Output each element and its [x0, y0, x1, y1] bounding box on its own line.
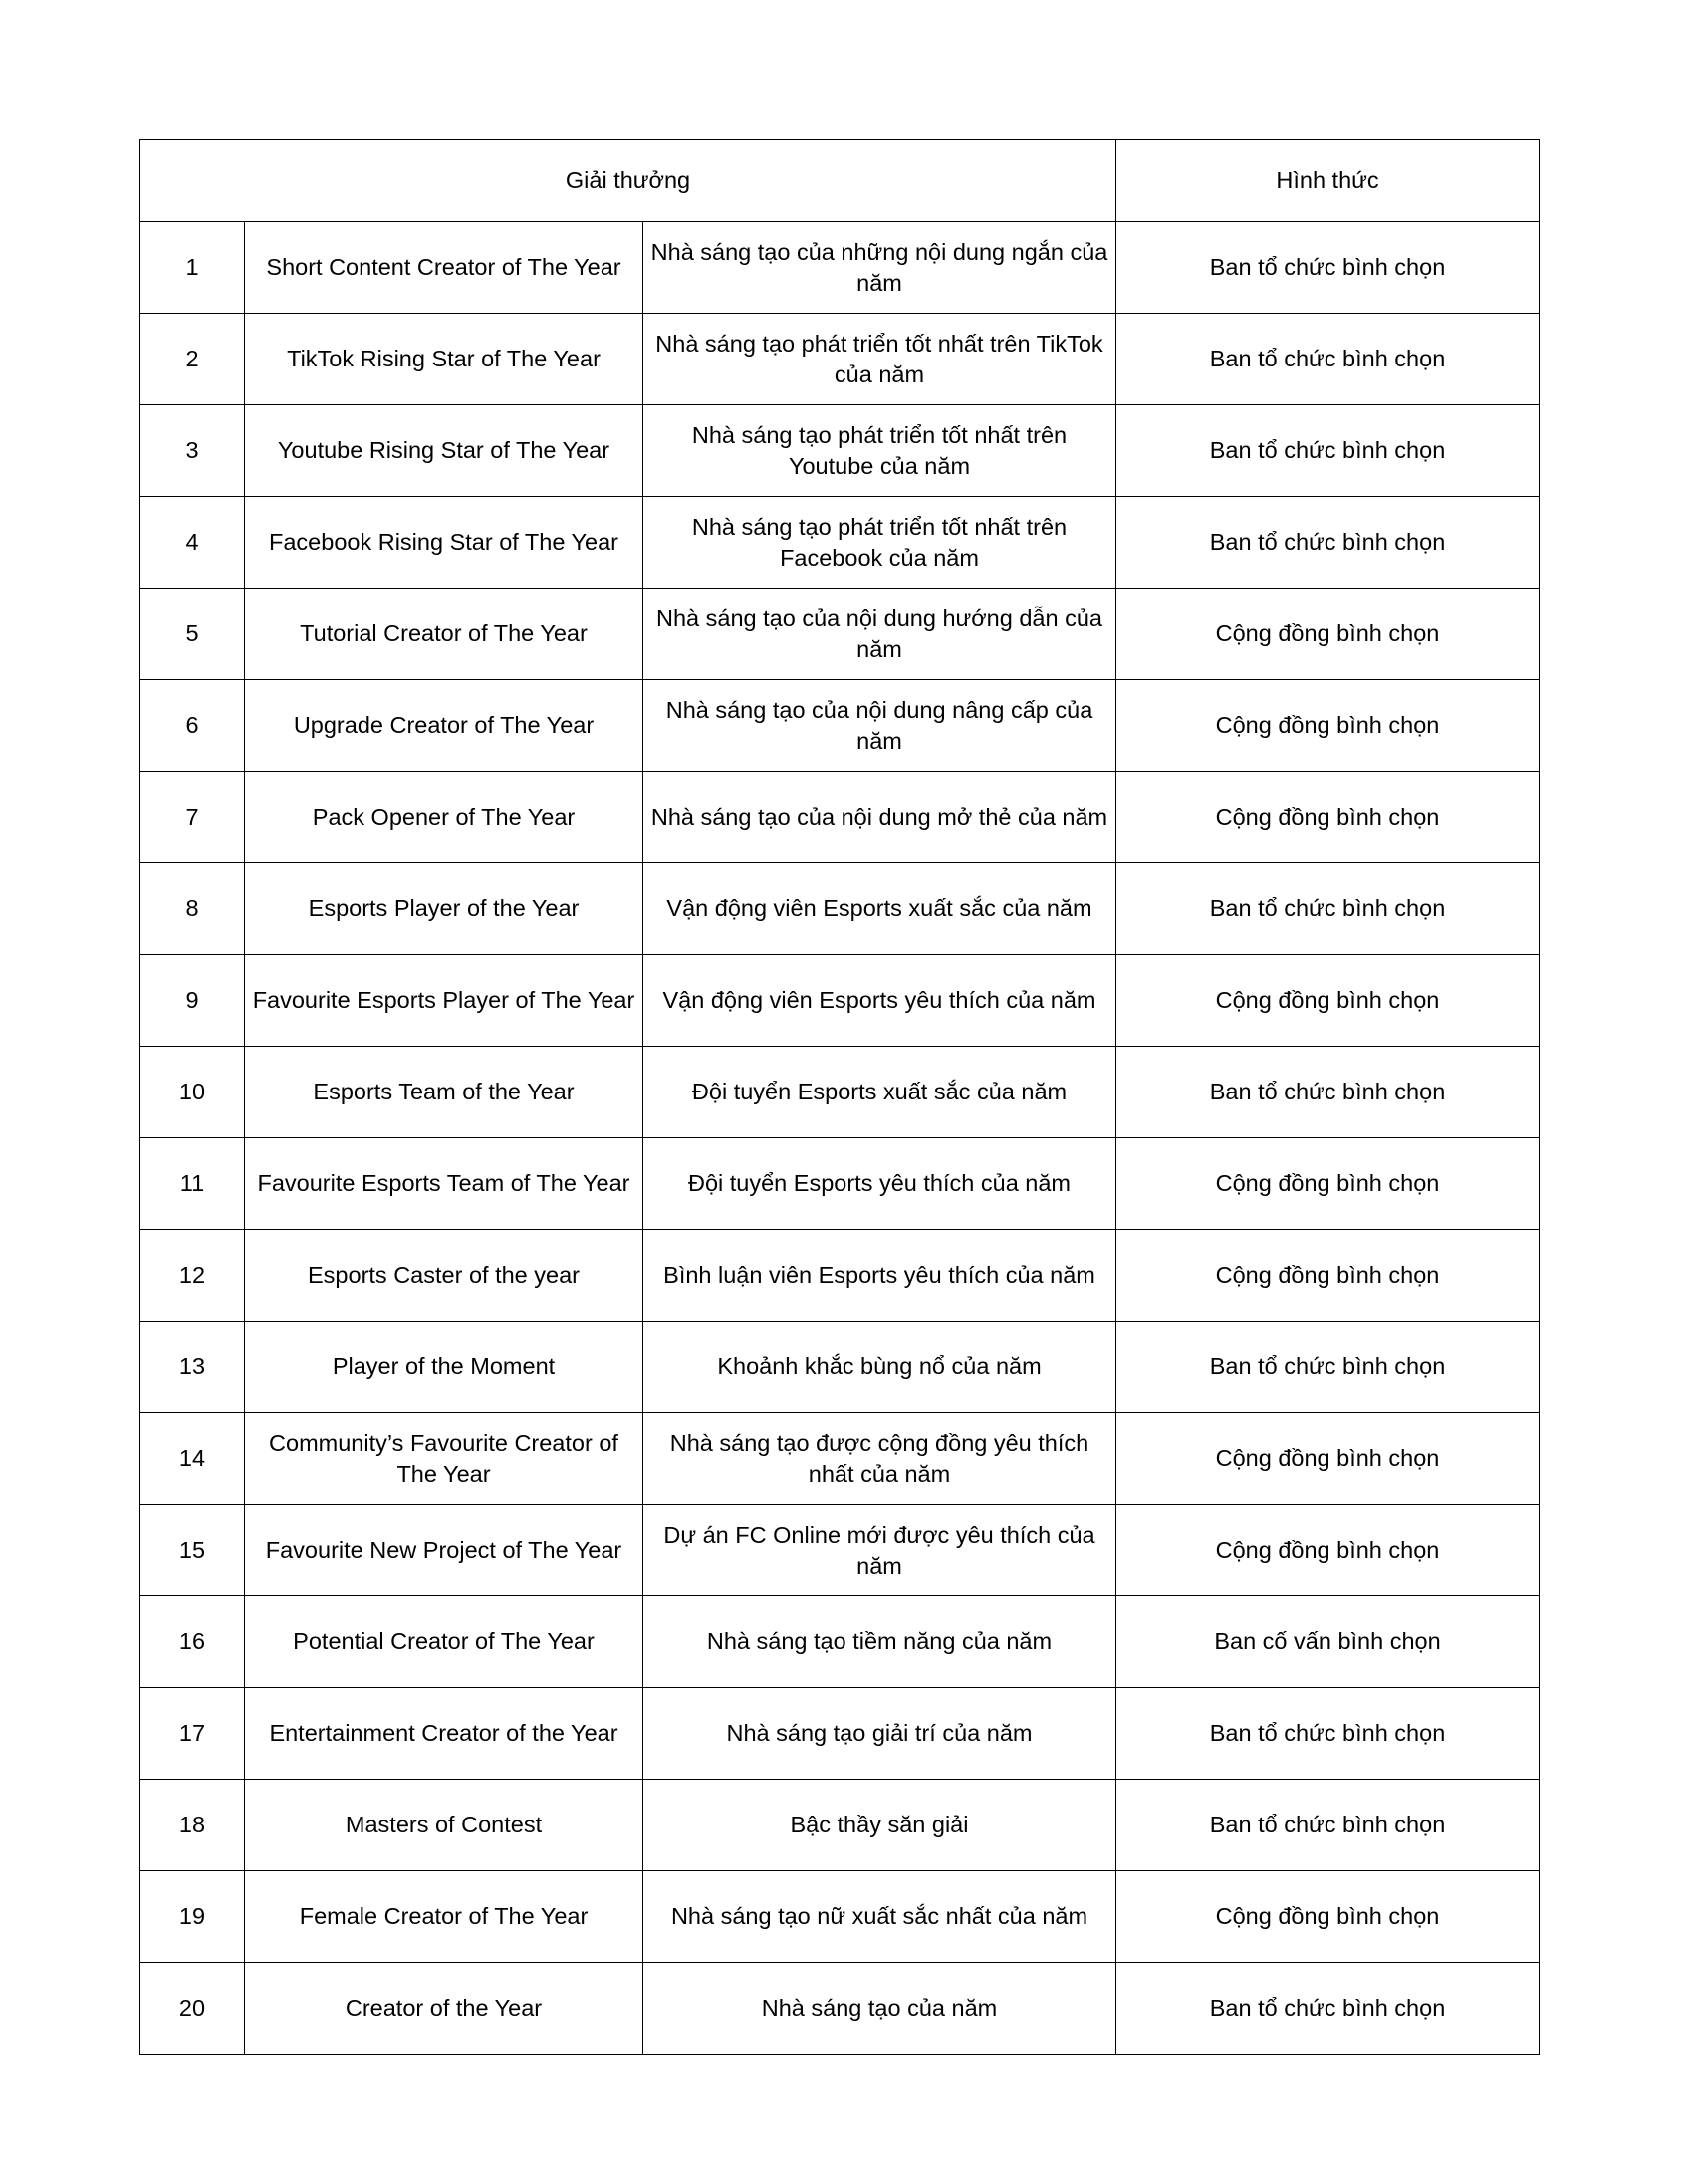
row-index-cell: 2 — [140, 314, 245, 405]
table-row — [140, 1963, 1540, 2055]
row-index-cell: 12 — [140, 1230, 245, 1322]
row-index-cell: 4 — [140, 497, 245, 589]
row-index-cell: 5 — [140, 589, 245, 680]
award-description-cell: Nhà sáng tạo nữ xuất sắc nhất của năm — [643, 1871, 1116, 1963]
award-description-cell: Bình luận viên Esports yêu thích của năm — [643, 1230, 1116, 1322]
award-name-cell: Tutorial Creator of The Year — [245, 589, 643, 680]
table-row — [140, 1138, 1540, 1230]
table-row — [140, 863, 1540, 955]
award-description-cell: Nhà sáng tạo của nội dung mở thẻ của năm — [643, 772, 1116, 863]
row-index-cell: 1 — [140, 222, 245, 314]
row-index-cell: 9 — [140, 955, 245, 1047]
column-header-format: Hình thức — [1116, 140, 1540, 222]
row-index-cell: 15 — [140, 1505, 245, 1596]
award-name-cell: Masters of Contest — [245, 1780, 643, 1871]
voting-format-cell: Cộng đồng bình chọn — [1116, 1138, 1540, 1230]
award-description-cell: Dự án FC Online mới được yêu thích của năm — [643, 1505, 1116, 1596]
award-description-cell: Nhà sáng tạo tiềm năng của năm — [643, 1596, 1116, 1688]
award-description-cell: Nhà sáng tạo phát triển tốt nhất trên TikTok của năm — [643, 314, 1116, 405]
row-index-cell: 10 — [140, 1047, 245, 1138]
table-row — [140, 680, 1540, 772]
award-name-cell: Facebook Rising Star of The Year — [245, 497, 643, 589]
table-row — [140, 772, 1540, 863]
award-description-cell: Đội tuyển Esports xuất sắc của năm — [643, 1047, 1116, 1138]
table-row — [140, 405, 1540, 497]
voting-format-cell: Ban tổ chức bình chọn — [1116, 1963, 1540, 2055]
award-name-cell: Favourite Esports Player of The Year — [245, 955, 643, 1047]
row-index-cell: 3 — [140, 405, 245, 497]
row-index-cell: 11 — [140, 1138, 245, 1230]
table-row — [140, 955, 1540, 1047]
table-row — [140, 1688, 1540, 1780]
award-description-cell: Nhà sáng tạo giải trí của năm — [643, 1688, 1116, 1780]
table-row — [140, 1413, 1540, 1505]
table-header-row — [140, 140, 1540, 222]
table-row — [140, 589, 1540, 680]
award-description-cell: Vận động viên Esports yêu thích của năm — [643, 955, 1116, 1047]
table-row — [140, 1322, 1540, 1413]
award-description-cell: Nhà sáng tạo của năm — [643, 1963, 1116, 2055]
table-row — [140, 1596, 1540, 1688]
award-name-cell: Entertainment Creator of the Year — [245, 1688, 643, 1780]
award-description-cell: Nhà sáng tạo được cộng đồng yêu thích nhất của năm — [643, 1413, 1116, 1505]
voting-format-cell: Ban tổ chức bình chọn — [1116, 1047, 1540, 1138]
award-name-cell: Potential Creator of The Year — [245, 1596, 643, 1688]
award-description-cell: Nhà sáng tạo của nội dung hướng dẫn của năm — [643, 589, 1116, 680]
award-description-cell: Nhà sáng tạo của những nội dung ngắn của năm — [643, 222, 1116, 314]
voting-format-cell: Cộng đồng bình chọn — [1116, 955, 1540, 1047]
awards-table-body — [140, 140, 1540, 2055]
voting-format-cell: Cộng đồng bình chọn — [1116, 1871, 1540, 1963]
row-index-cell: 13 — [140, 1322, 245, 1413]
table-row — [140, 1505, 1540, 1596]
award-name-cell: Community’s Favourite Creator of The Year — [245, 1413, 643, 1505]
award-name-cell: Player of the Moment — [245, 1322, 643, 1413]
voting-format-cell: Ban tổ chức bình chọn — [1116, 863, 1540, 955]
row-index-cell: 19 — [140, 1871, 245, 1963]
voting-format-cell: Ban tổ chức bình chọn — [1116, 497, 1540, 589]
award-name-cell: Esports Player of the Year — [245, 863, 643, 955]
award-name-cell: Youtube Rising Star of The Year — [245, 405, 643, 497]
award-name-cell: Favourite New Project of The Year — [245, 1505, 643, 1596]
voting-format-cell: Cộng đồng bình chọn — [1116, 589, 1540, 680]
table-row — [140, 1230, 1540, 1322]
award-name-cell: Esports Team of the Year — [245, 1047, 643, 1138]
voting-format-cell: Cộng đồng bình chọn — [1116, 1505, 1540, 1596]
voting-format-cell: Ban tổ chức bình chọn — [1116, 1780, 1540, 1871]
award-name-cell: Esports Caster of the year — [245, 1230, 643, 1322]
table-row — [140, 314, 1540, 405]
award-name-cell: Pack Opener of The Year — [245, 772, 643, 863]
award-description-cell: Nhà sáng tạo phát triển tốt nhất trên Youtube của năm — [643, 405, 1116, 497]
row-index-cell: 14 — [140, 1413, 245, 1505]
voting-format-cell: Ban cố vấn bình chọn — [1116, 1596, 1540, 1688]
table-row — [140, 1871, 1540, 1963]
award-description-cell: Bậc thầy săn giải — [643, 1780, 1116, 1871]
voting-format-cell: Ban tổ chức bình chọn — [1116, 1688, 1540, 1780]
awards-table — [139, 139, 1540, 2055]
row-index-cell: 6 — [140, 680, 245, 772]
award-name-cell: Female Creator of The Year — [245, 1871, 643, 1963]
award-description-cell: Nhà sáng tạo của nội dung nâng cấp của năm — [643, 680, 1116, 772]
voting-format-cell: Cộng đồng bình chọn — [1116, 680, 1540, 772]
row-index-cell: 7 — [140, 772, 245, 863]
column-header-award: Giải thưởng — [140, 140, 1116, 222]
award-name-cell: Short Content Creator of The Year — [245, 222, 643, 314]
voting-format-cell: Cộng đồng bình chọn — [1116, 1413, 1540, 1505]
table-row — [140, 222, 1540, 314]
row-index-cell: 16 — [140, 1596, 245, 1688]
row-index-cell: 18 — [140, 1780, 245, 1871]
row-index-cell: 8 — [140, 863, 245, 955]
row-index-cell: 20 — [140, 1963, 245, 2055]
award-description-cell: Nhà sáng tạo phát triển tốt nhất trên Facebook của năm — [643, 497, 1116, 589]
awards-table-container — [139, 139, 1539, 2055]
award-name-cell: Upgrade Creator of The Year — [245, 680, 643, 772]
voting-format-cell: Cộng đồng bình chọn — [1116, 1230, 1540, 1322]
award-description-cell: Khoảnh khắc bùng nổ của năm — [643, 1322, 1116, 1413]
voting-format-cell: Ban tổ chức bình chọn — [1116, 314, 1540, 405]
voting-format-cell: Ban tổ chức bình chọn — [1116, 222, 1540, 314]
table-row — [140, 1047, 1540, 1138]
voting-format-cell: Ban tổ chức bình chọn — [1116, 1322, 1540, 1413]
table-row — [140, 497, 1540, 589]
award-description-cell: Vận động viên Esports xuất sắc của năm — [643, 863, 1116, 955]
award-name-cell: Favourite Esports Team of The Year — [245, 1138, 643, 1230]
table-row — [140, 1780, 1540, 1871]
voting-format-cell: Ban tổ chức bình chọn — [1116, 405, 1540, 497]
award-name-cell: Creator of the Year — [245, 1963, 643, 2055]
award-name-cell: TikTok Rising Star of The Year — [245, 314, 643, 405]
voting-format-cell: Cộng đồng bình chọn — [1116, 772, 1540, 863]
award-description-cell: Đội tuyển Esports yêu thích của năm — [643, 1138, 1116, 1230]
row-index-cell: 17 — [140, 1688, 245, 1780]
